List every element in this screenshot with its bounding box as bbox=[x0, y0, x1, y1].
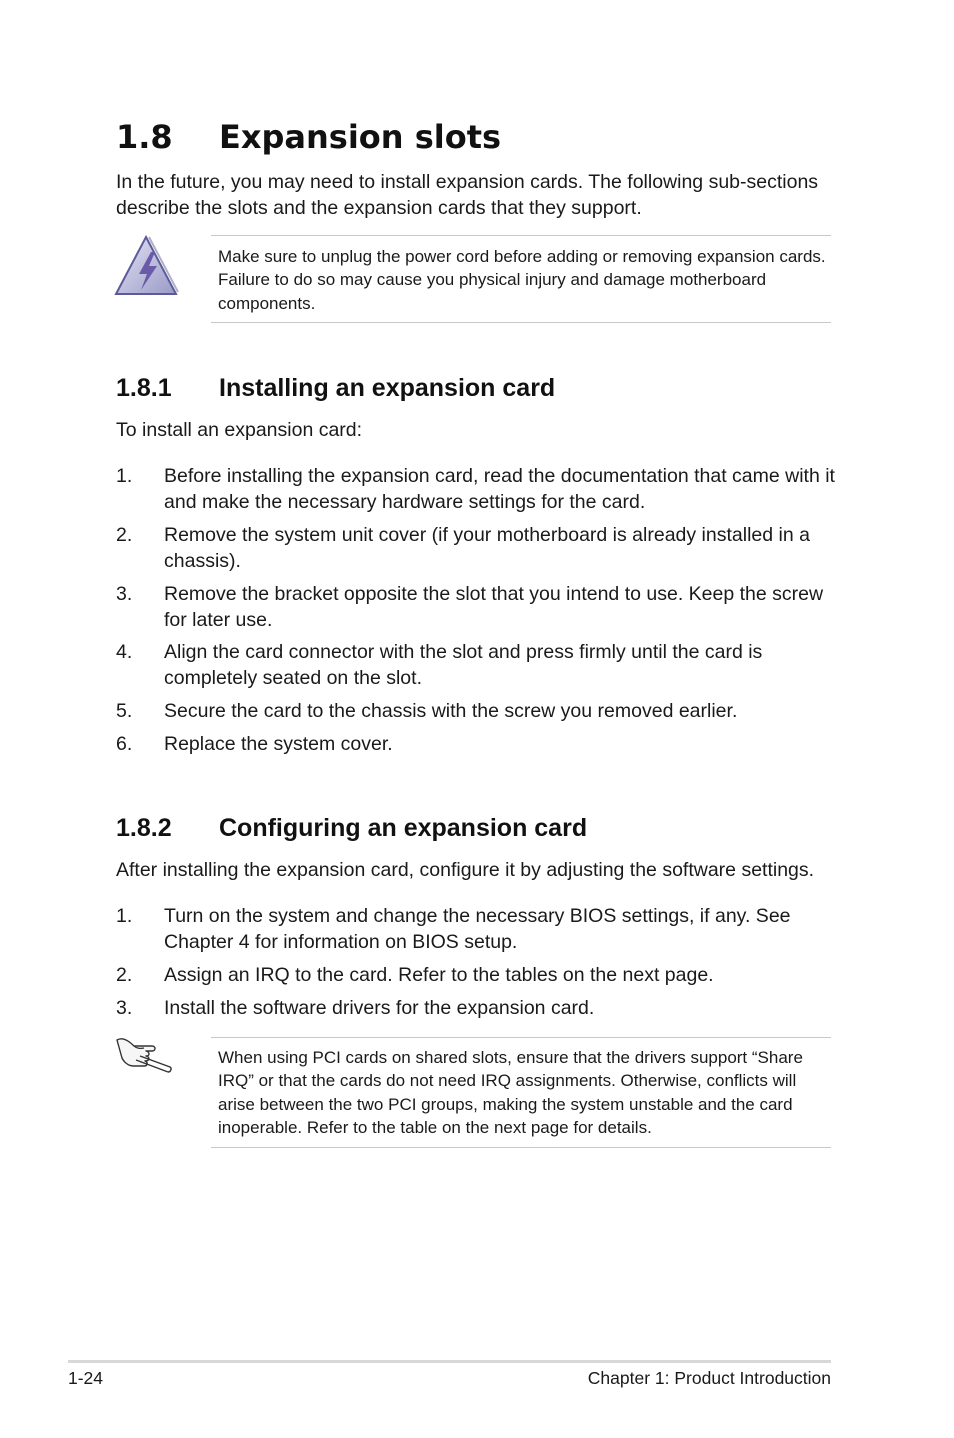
section-number: 1.8 bbox=[116, 118, 173, 156]
info-note bbox=[211, 1037, 831, 1148]
subsection-heading-configuring bbox=[116, 812, 587, 844]
subsection-number: 1.8.1 bbox=[116, 374, 172, 402]
section-heading bbox=[116, 114, 501, 160]
step-number: 3. bbox=[116, 583, 133, 605]
page-number: 1-24 bbox=[68, 1368, 104, 1388]
warning-note bbox=[211, 235, 831, 323]
subsection-title: Installing an expansion card bbox=[219, 374, 556, 402]
step-number: 6. bbox=[116, 733, 133, 755]
step-number: 1. bbox=[116, 905, 133, 927]
section-intro: In the future, you may need to install expansion cards. The following sub-sections describe the slots and the expansion cards that they support. bbox=[116, 171, 819, 219]
warning-lightning-icon bbox=[112, 234, 180, 303]
step-text: Remove the system unit cover (if your motherboard is already installed in a chassis). bbox=[164, 524, 810, 572]
section-title: Expansion slots bbox=[219, 118, 502, 156]
step-text: Replace the system cover. bbox=[164, 733, 393, 755]
subsection-title: Configuring an expansion card bbox=[219, 814, 588, 842]
step-number: 2. bbox=[116, 964, 133, 986]
step-text: Align the card connector with the slot and press firmly until the card is completely seated on the slot. bbox=[164, 641, 763, 689]
info-note-text: When using PCI cards on shared slots, ensure that the drivers support “Share IRQ” or that the cards do not need IRQ assignments. Otherwise, conflicts will arise between the two PCI groups, making the system unstable and the card inoperable. Refer to the table on the next page for details. bbox=[218, 1048, 803, 1137]
subsection-intro: To install an expansion card: bbox=[116, 419, 363, 441]
step-number: 2. bbox=[116, 524, 133, 546]
step-text: Install the software drivers for the expansion card. bbox=[164, 997, 595, 1019]
step-text: Remove the bracket opposite the slot that you intend to use. Keep the screw for later use. bbox=[164, 583, 824, 631]
step-number: 3. bbox=[116, 997, 133, 1019]
step-text: Secure the card to the chassis with the screw you removed earlier. bbox=[164, 700, 738, 722]
chapter-title: Chapter 1: Product Introduction bbox=[587, 1368, 831, 1388]
subsection-heading-installing bbox=[116, 372, 555, 404]
step-text: Turn on the system and change the necessary BIOS settings, if any. See Chapter 4 for information on BIOS setup. bbox=[164, 905, 791, 953]
warning-note-text: Make sure to unplug the power cord before adding or removing expansion cards. Failure to do so may cause you physical injury and damage motherboard components. bbox=[218, 247, 826, 313]
footer-divider bbox=[68, 1360, 831, 1363]
pointing-hand-icon bbox=[114, 1034, 174, 1081]
step-number: 1. bbox=[116, 465, 133, 487]
subsection-number: 1.8.2 bbox=[116, 814, 172, 842]
step-number: 5. bbox=[116, 700, 133, 722]
step-number: 4. bbox=[116, 641, 133, 663]
subsection-intro: After installing the expansion card, configure it by adjusting the software settings. bbox=[116, 859, 815, 881]
step-text: Assign an IRQ to the card. Refer to the tables on the next page. bbox=[164, 964, 714, 986]
step-text: Before installing the expansion card, read the documentation that came with it and make the necessary hardware settings for the card. bbox=[164, 465, 835, 513]
